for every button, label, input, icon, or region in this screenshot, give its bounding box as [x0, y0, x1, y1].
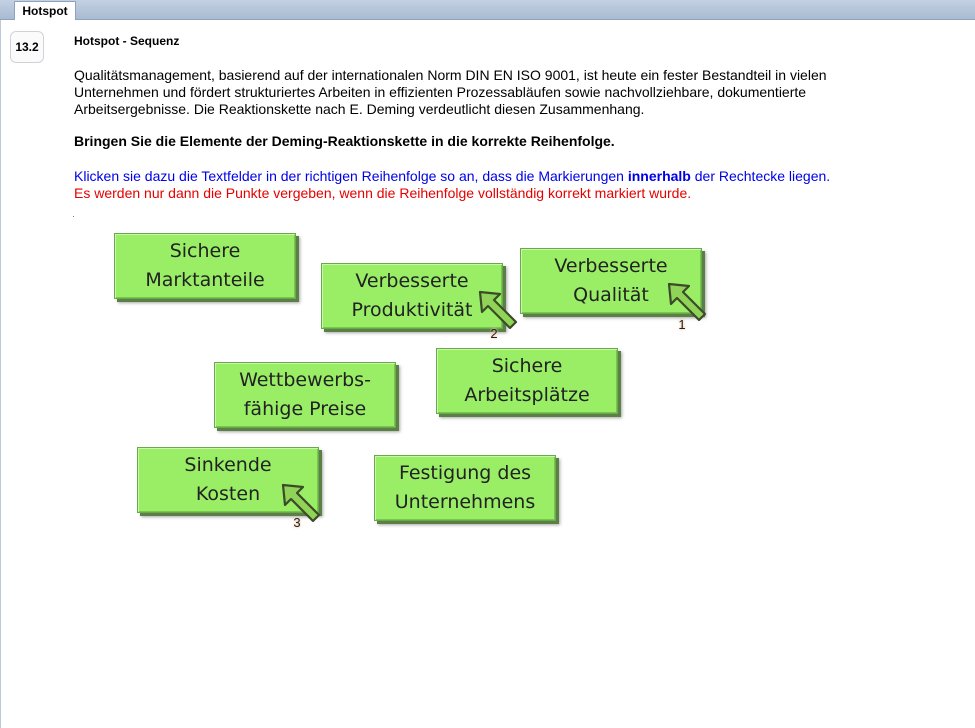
intro-line: Arbeitsergebnisse. Die Reaktionskette nach E. Deming verdeutlicht diesen Zusammenhang.	[74, 101, 645, 117]
hotspot-festigung-des-unternehmens[interactable]	[374, 455, 556, 521]
hotspot-sichere-arbeitsplaetze[interactable]	[436, 348, 618, 414]
hotspot-label: Unternehmens	[394, 491, 536, 513]
stray-dot	[73, 216, 74, 217]
hotspot-label: Arbeitsplätze	[464, 384, 590, 406]
hotspot-label: Sichere	[169, 240, 241, 262]
tab-hotspot[interactable]: Hotspot	[14, 1, 76, 20]
intro-text	[74, 67, 874, 118]
instruction-text	[74, 168, 954, 202]
hotspot-label: fähige Preise	[243, 398, 367, 420]
hotspot-label: Kosten	[195, 483, 261, 505]
marker-number: 2	[490, 326, 498, 341]
frame-border	[0, 20, 1, 728]
instruction-part2: der Rechtecke liegen.	[690, 168, 831, 184]
tab-strip	[0, 0, 975, 20]
intro-line: Unternehmen und fördert strukturiertes Arbeiten in effizienten Prozessabläufen sowie nachvollziehbare, dokumentierte	[74, 84, 807, 100]
hotspot-label: Sichere	[491, 355, 563, 377]
instruction-line	[74, 168, 954, 185]
task-text: Bringen Sie die Elemente der Deming-Reaktionskette in die korrekte Reihenfolge.	[74, 133, 615, 149]
question-title: Hotspot - Sequenz	[74, 34, 180, 48]
instruction-warning: Es werden nur dann die Punkte vergeben, wenn die Reihenfolge vollständig korrekt markiert wurde.	[74, 185, 692, 201]
hotspot-label: Marktanteile	[145, 269, 265, 291]
hotspot-wettbewerbsfaehige-preise[interactable]	[214, 362, 396, 428]
instruction-part1: Klicken sie dazu die Textfelder in der richtigen Reihenfolge so an, dass die Markierungen	[74, 168, 628, 184]
hotspot-label: Sinkende	[184, 454, 272, 476]
marker-number: 1	[678, 317, 686, 332]
hotspot-label: Verbesserte	[554, 255, 668, 277]
hotspot-label: Produktivität	[351, 299, 473, 321]
marker-number: 3	[293, 515, 301, 530]
hotspot-label: Wettbewerbs-	[239, 369, 371, 391]
hotspot-verbesserte-produktivitaet[interactable]	[321, 263, 503, 329]
hotspot-label: Festigung des	[398, 462, 532, 484]
instruction-bold: innerhalb	[627, 168, 691, 184]
arrow-marker-icon	[667, 282, 707, 322]
intro-line: Qualitätsmanagement, basierend auf der internationalen Norm DIN EN ISO 9001, ist heute ein fester Bestandteil in vielen	[74, 67, 827, 83]
arrow-marker-icon	[478, 290, 518, 330]
question-number: 13.2	[10, 31, 44, 63]
hotspot-label: Qualität	[573, 284, 649, 306]
hotspot-sichere-marktanteile[interactable]	[114, 233, 296, 299]
hotspot-label: Verbesserte	[355, 270, 469, 292]
